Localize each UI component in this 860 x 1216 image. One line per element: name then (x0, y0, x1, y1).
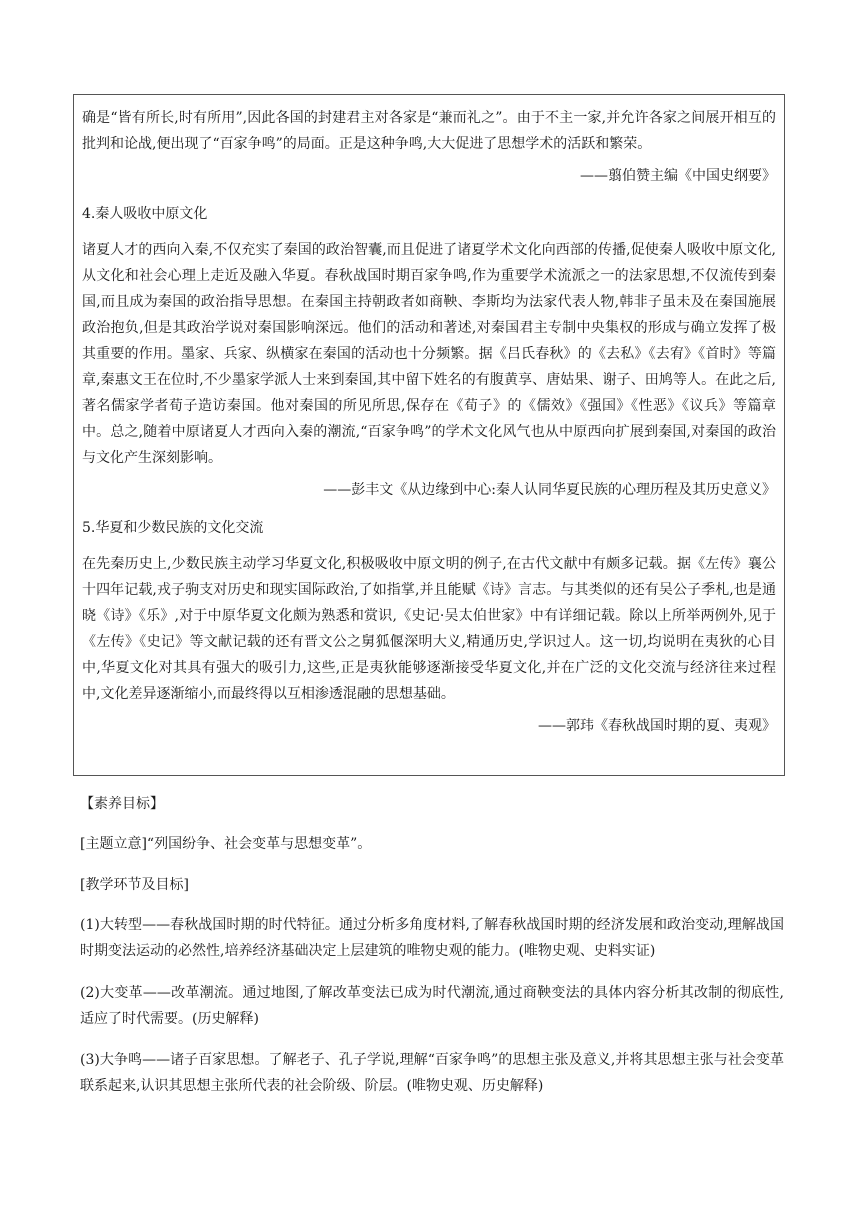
goal-item-3-block (80, 1047, 784, 1099)
intro-source: ——翦伯赞主编《中国史纲要》 (580, 168, 776, 184)
section-4-title: 4.秦人吸收中原文化 (82, 206, 208, 222)
section-5-paragraph: 在先秦历史上,少数民族主动学习华夏文化,积极吸收中原文明的例子,在古代文献中有颇多记载。据《左传》襄公十四年记载,戎子驹支对历史和现实国际政治,了如指掌,并且能赋《诗》言志。与其类似的还有吴公子季札,也是通晓《诗》《乐》,对于中原华夏文化颇为熟悉和赏识,《史记·吴太伯世家》中有详细记载。除以上所举两例外,见于《左传》《史记》等文献记载的还有晋文公之舅狐偃深明大义,精通历史,学识过人。这一切,均说明在夷狄的心目中,华夏文化对其具有强大的吸引力,这些,正是夷狄能够逐渐接受华夏文化,并在广泛的文化交流与经济往来过程中,文化差异逐渐缩小,而最终得以互相渗透混融的思想基础。 (82, 556, 776, 702)
section-5-source: ——郭玮《春秋战国时期的夏、夷观》 (538, 718, 776, 734)
intro-paragraph: 确是“皆有所长,时有所用”,因此各国的封建君主对各家是“兼而礼之”。由于不主一家,并允许各家之间展开相互的批判和论战,便出现了“百家争鸣”的局面。正是这种争鸣,大大促进了思想学术的活跃和繁荣。 (82, 110, 776, 152)
theme-statement: [主题立意]“列国纷争、社会变革与思想变革”。 (80, 836, 372, 852)
goal-item-1-block (80, 912, 784, 964)
steps-heading: [教学环节及目标] (80, 877, 189, 893)
goals-title-block (80, 791, 784, 817)
section-4-paragraph: 诸夏人才的西向入秦,不仅充实了秦国的政治智囊,而且促进了诸夏学术文化向西部的传播,促使秦人吸收中原文化,从文化和社会心理上走近及融入华夏。春秋战国时期百家争鸣,作为重要学术流派之一的法家思想,不仅流传到秦国,而且成为秦国的政治指导思想。在秦国主持朝政者如商鞅、李斯均为法家代表人物,韩非子虽未及在秦国施展政治抱负,但是其政治学说对秦国影响深远。他们的活动和著述,对秦国君主专制中央集权的形成与确立发挥了极其重要的作用。墨家、兵家、纵横家在秦国的活动也十分频繁。据《吕氏春秋》的《去私》《去宥》《首时》等篇章,秦惠文王在位时,不少墨家学派人士来到秦国,其中留下姓名的有腹黄享、唐姑果、谢子、田鸠等人。在此之后,著名儒家学者荀子造访秦国。他对秦国的所见所思,保存在《荀子》的《儒效》《强国》《性恶》《议兵》等篇章中。总之,随着中原诸夏人才西向入秦的潮流,“百家争鸣”的学术文化风气也从中原西向扩展到秦国,对秦国的政治与文化产生深刻影响。 (82, 242, 776, 466)
goal-item-1: (1)大转型——春秋战国时期的时代特征。通过分析多角度材料,了解春秋战国时期的经济发展和政治变动,理解战国时期变法运动的必然性,培养经济基础决定上层建筑的唯物史观的能力。(唯物史观、史料实证) (80, 917, 784, 959)
goals-title: 【素养目标】 (80, 796, 164, 812)
section-5-title: 5.华夏和少数民族的文化交流 (82, 520, 264, 536)
section-4-source: ——彭丰文《从边缘到中心:秦人认同华夏民族的心理历程及其历史意义》 (323, 482, 776, 498)
goal-item-2: (2)大变革——改革潮流。通过地图,了解改革变法已成为时代潮流,通过商鞅变法的具体内容分析其改制的彻底性,适应了时代需要。(历史解释) (80, 985, 784, 1027)
material-box (73, 94, 785, 776)
theme-block (80, 831, 784, 857)
steps-heading-block (80, 872, 784, 898)
goal-item-2-block (80, 980, 784, 1032)
goal-item-3: (3)大争鸣——诸子百家思想。了解老子、孔子学说,理解“百家争鸣”的思想主张及意义,并将其思想主张与社会变革联系起来,认识其思想主张所代表的社会阶级、阶层。(唯物史观、历史解释) (80, 1052, 784, 1094)
